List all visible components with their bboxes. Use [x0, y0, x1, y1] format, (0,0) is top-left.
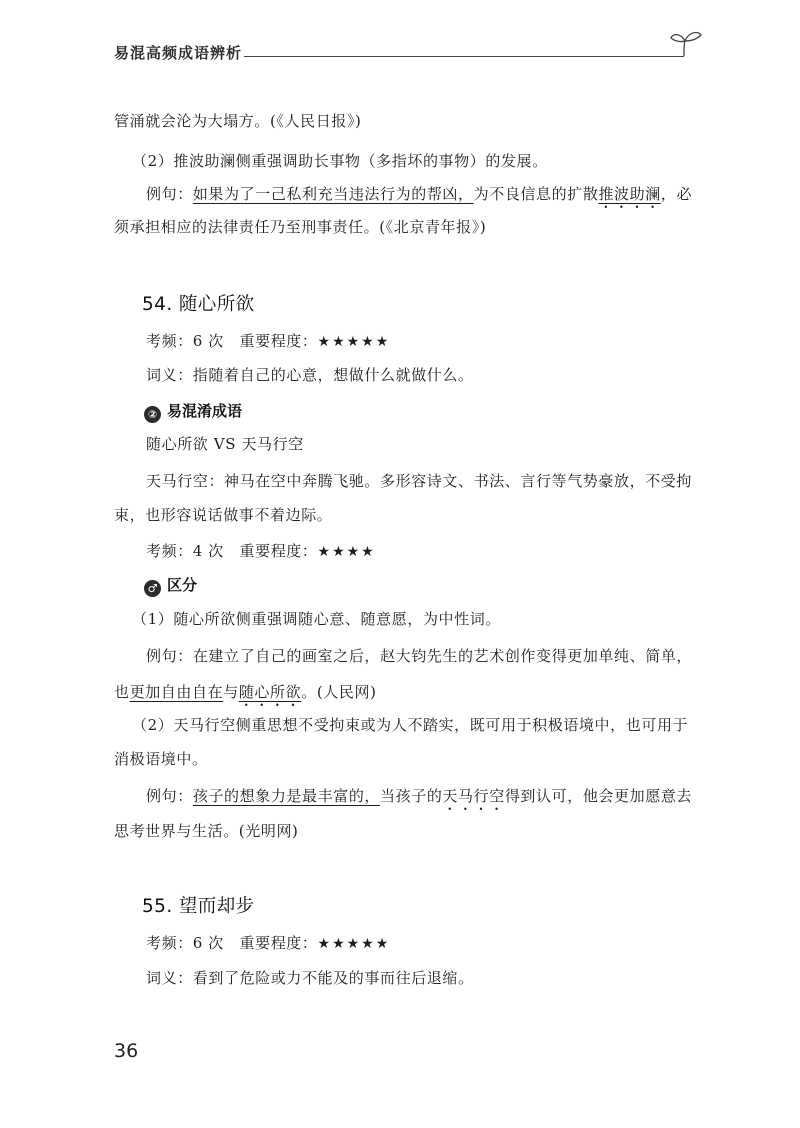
example-text: 在建立了自己的画室之后，赵大钧先生的艺术创作变得更加单纯、简单，: [192, 647, 693, 665]
difference-point-2-line2: 消极语境中。: [114, 750, 208, 768]
difference-point-2: （2）天马行空侧重思想不受拘束或为人不踏实，既可用于积极语境中，也可用于: [132, 716, 689, 734]
example-source: 。(人民网): [301, 683, 377, 701]
importance-stars: ★★★★: [317, 544, 376, 560]
difference-icon: ♂: [144, 580, 161, 597]
confusable-heading: [144, 400, 242, 423]
frequency-text: 考频：6 次 重要程度：: [146, 934, 318, 952]
entry-55-frequency: [146, 932, 390, 955]
example-2-line2: 思考世界与生活。(光明网): [114, 822, 299, 840]
example-underlined-phrase: 更加自由自在: [129, 683, 224, 701]
other-idiom-definition-line2: 束，也形容说话做事不着边际。: [114, 506, 333, 524]
example-underlined-phrase: 孩子的想象力是最丰富的，: [192, 787, 381, 805]
prev-entry-text: 管涌就会沦为大塌方。(《人民日报》): [114, 112, 362, 130]
example-text: 也: [114, 683, 130, 701]
entry-54-title: 54. 随心所欲: [142, 294, 255, 315]
page-number: 36: [114, 1040, 139, 1062]
example-text: 当孩子的: [380, 787, 443, 805]
example-target-idiom: 推波助澜: [598, 185, 661, 203]
entry-54-meaning: 词义：指随着自己的心意，想做什么就做什么。: [146, 366, 474, 384]
example-1-line2: [114, 681, 377, 710]
example-label: 例句：: [146, 185, 193, 203]
example-2-line1: [146, 785, 692, 814]
vs-line: 随心所欲 VS 天马行空: [146, 435, 304, 453]
example-text-mid: 与: [223, 683, 239, 701]
sprout-icon: [668, 26, 704, 62]
example-text-tail: 得到认可，他会更加愿意去: [504, 787, 693, 805]
prev-entry-example: [146, 183, 692, 212]
difference-heading: [144, 574, 197, 597]
frequency-text: 考频：4 次 重要程度：: [146, 542, 318, 560]
example-text: 为不良信息的扩散: [473, 185, 599, 203]
example-label: 例句：: [146, 787, 193, 805]
entry-54-frequency: [146, 330, 390, 353]
example-target-idiom: 随心所欲: [238, 683, 302, 701]
difference-heading-label: 区分: [167, 576, 198, 594]
other-idiom-definition: 天马行空：神马在空中奔腾飞驰。多形容诗文、书法、言行等气势豪放，不受拘: [146, 472, 693, 490]
example-target-idiom: 天马行空: [442, 787, 505, 805]
running-header-title: 易混高频成语辨析: [114, 44, 243, 62]
example-underlined-phrase: 如果为了一己私利充当违法行为的帮凶，: [192, 185, 474, 203]
confusable-icon: ②: [144, 406, 161, 423]
example-text-tail: ，必: [660, 185, 693, 203]
difference-point-1: （1）随心所欲侧重强调随心意、随意愿，为中性词。: [132, 610, 501, 628]
example-label: 例句：: [146, 647, 193, 665]
confusable-heading-label: 易混淆成语: [167, 402, 243, 420]
prev-entry-point-2: （2）推波助澜侧重强调助长事物（多指坏的事物）的发展。: [132, 152, 548, 170]
header-rule: [244, 56, 684, 57]
other-idiom-frequency: [146, 540, 376, 563]
importance-stars: ★★★★★: [317, 334, 391, 350]
importance-stars: ★★★★★: [317, 936, 391, 952]
example-1-line1: [146, 645, 692, 667]
entry-55-meaning: 词义：看到了危险或力不能及的事而往后退缩。: [146, 969, 474, 987]
entry-55-title: 55. 望而却步: [142, 896, 255, 917]
prev-entry-example-line2: 须承担相应的法律责任乃至刑事责任。(《北京青年报》): [114, 218, 487, 236]
frequency-text: 考频：6 次 重要程度：: [146, 332, 318, 350]
